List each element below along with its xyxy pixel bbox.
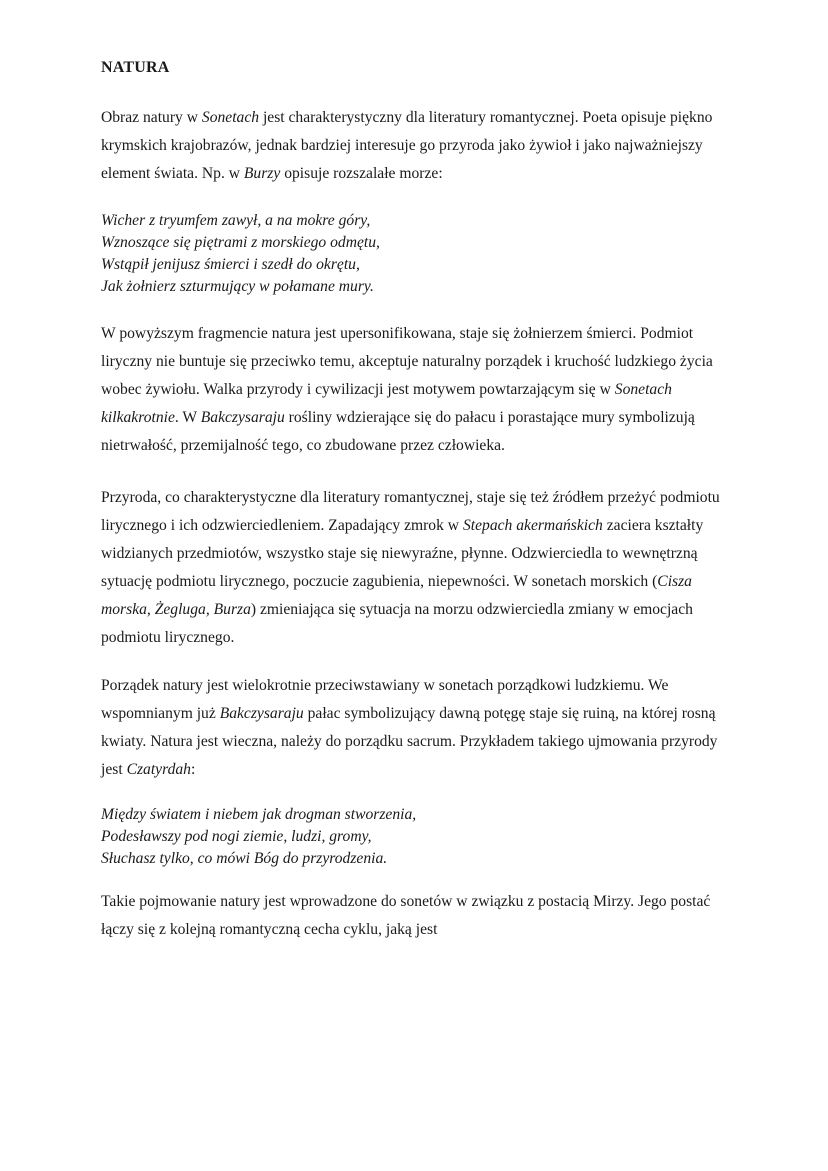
verse-quote-burza — [101, 210, 741, 298]
verse-quote-czatyrdah — [101, 804, 741, 870]
verse-line: Wicher z tryumfem zawył, a na mokre góry, — [101, 212, 371, 229]
paragraph-5: Takie pojmowanie natury jest wprowadzone do sonetów w związku z postacią Mirzy. Jego postać łączy się z kolejną romantyczną cecha cyklu, jaką jest — [101, 893, 711, 938]
paragraph-3: Przyroda, co charakterystyczne dla literatury romantycznej, staje się też źródłem przeżyć podmiotu lirycznego i ich odzwierciedleniem. Zapadający zmrok w Stepach akermańskich zaciera kształty widzianych przedmiotów, wszystko staje się niewyraźne, płynne. Odzwierciedla to wewnętrzną sytuację podmiotu lirycznego, poczucie zagubienia, niepewności. W sonetach morskich (Cisza morska, Żegluga, Burza) zmieniająca się sytuacja na morzu odzwierciedla zmiany w emocjach podmiotu lirycznego. — [101, 489, 720, 646]
section-heading: NATURA — [101, 59, 170, 76]
verse-line: Jak żołnierz szturmujący w połamane mury. — [101, 278, 374, 295]
verse-line: Podesławszy pod nogi ziemie, ludzi, gromy, — [101, 828, 372, 845]
verse-line: Wznoszące się piętrami z morskiego odmętu, — [101, 234, 380, 251]
document-page — [101, 58, 741, 944]
paragraph-1: Obraz natury w Sonetach jest charakterystyczny dla literatury romantycznej. Poeta opisuje piękno krymskich krajobrazów, jednak bardziej interesuje go przyroda jako żywioł i jako najważniejszy element świata. Np. w Burzy opisuje rozszalałe morze: — [101, 109, 713, 182]
verse-line: Między światem i niebem jak drogman stworzenia, — [101, 806, 417, 823]
verse-line: Słuchasz tylko, co mówi Bóg do przyrodzenia. — [101, 850, 388, 867]
paragraph-4: Porządek natury jest wielokrotnie przeciwstawiany w sonetach porządkowi ludzkiemu. We wspomnianym już Bakczysaraju pałac symbolizujący dawną potęgę staje się ruiną, na której rosną kwiaty. Natura jest wieczna, należy do porządku sacrum. Przykładem takiego ujmowania przyrody jest Czatyrdah: — [101, 677, 718, 778]
paragraph-2: W powyższym fragmencie natura jest upersonifikowana, staje się żołnierzem śmierci. Podmiot liryczny nie buntuje się przeciwko temu, akceptuje naturalny porządek i kruchość ludzkiego życia wobec żywiołu. Walka przyrody i cywilizacji jest motywem powtarzającym się w Sonetach kilkakrotnie. W Bakczysaraju rośliny wdzierające się do pałacu i porastające mury symbolizują nietrwałość, przemijalność tego, co zbudowane przez człowieka. — [101, 325, 713, 454]
verse-line: Wstąpił jenijusz śmierci i szedł do okrętu, — [101, 256, 360, 273]
